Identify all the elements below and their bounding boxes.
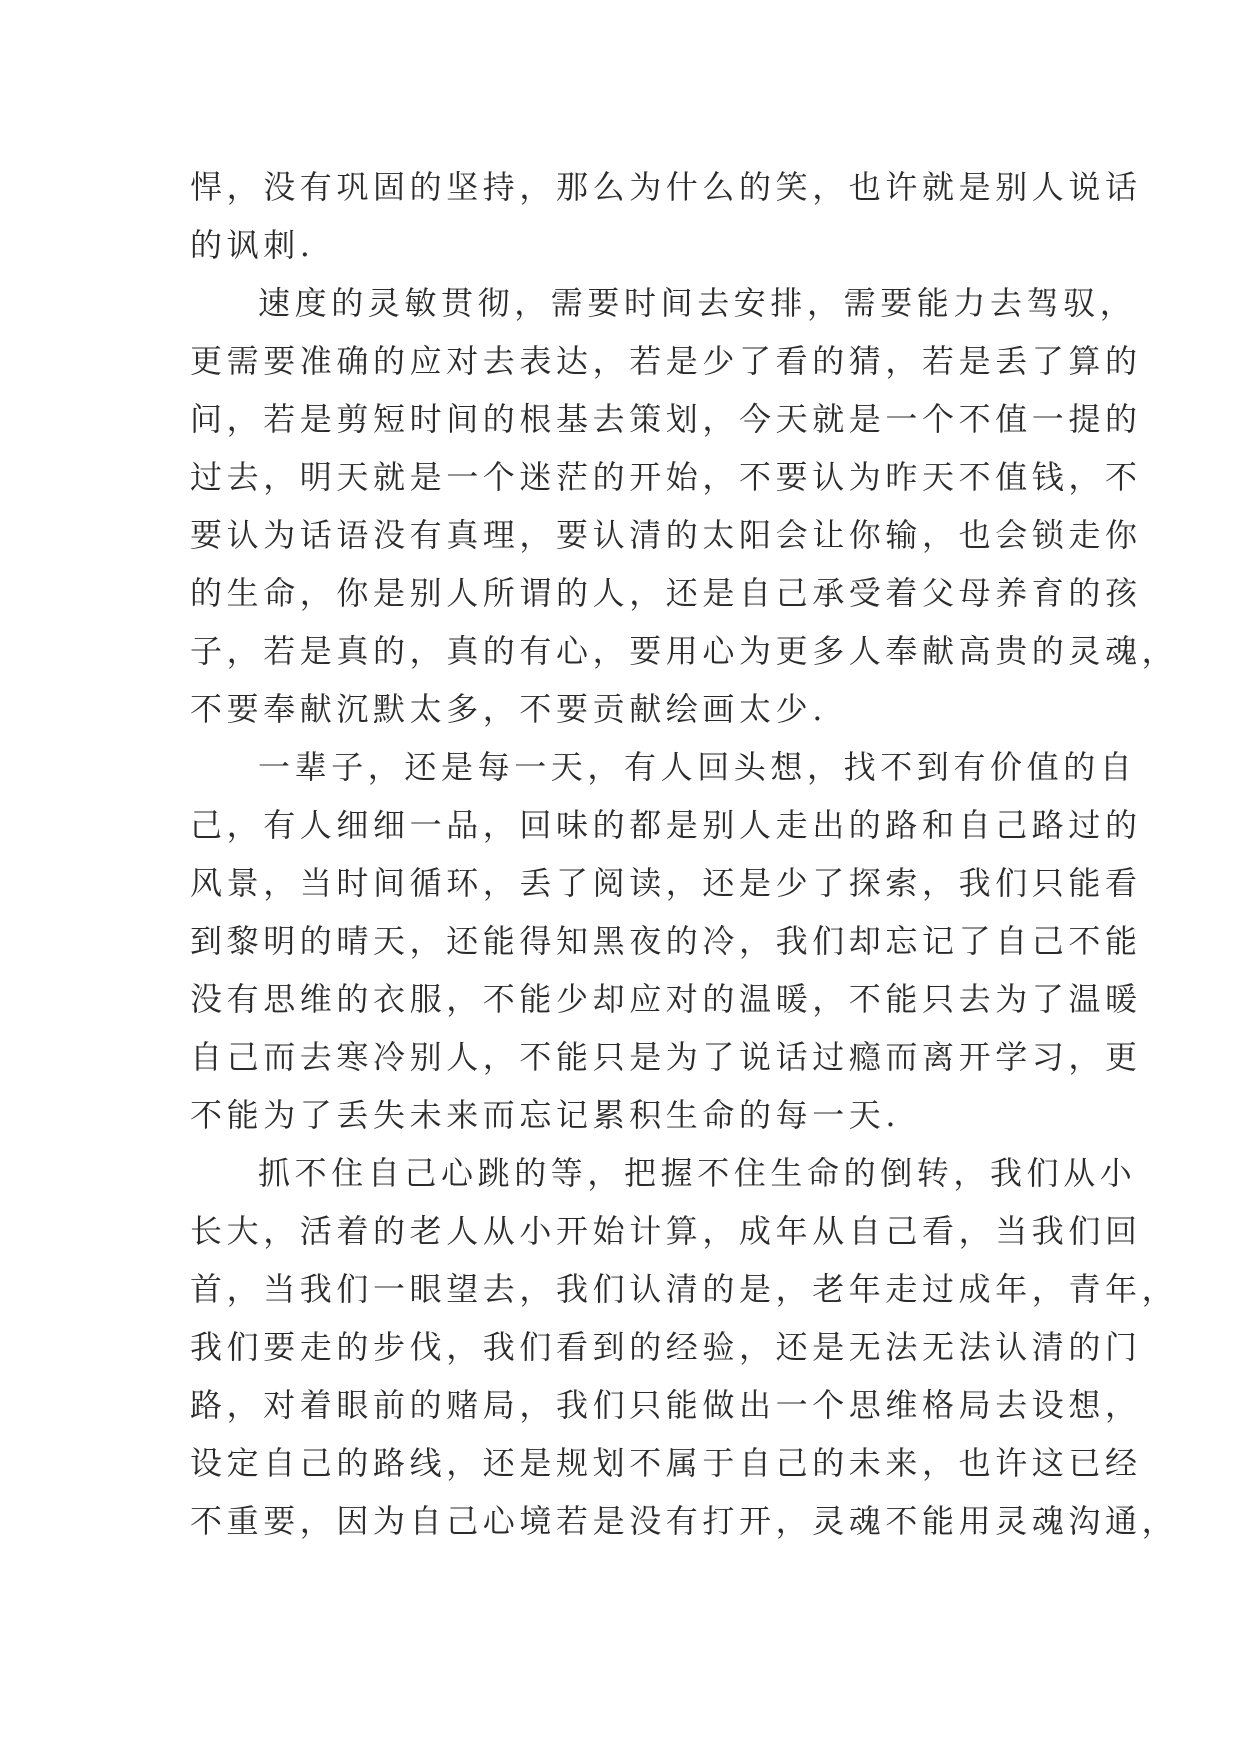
- text-line: 不要奉献沉默太多，不要贡献绘画太少.: [190, 690, 827, 728]
- text-line: 首，当我们一眼望去，我们认清的是，老年走过成年，青年，: [190, 1270, 1179, 1308]
- text-line: 自己而去寒冷别人，不能只是为了说话过瘾而离开学习，更: [190, 1038, 1142, 1076]
- text-line: 长大，活着的老人从小开始计算，成年从自己看，当我们回: [190, 1212, 1142, 1250]
- text-line: 要认为话语没有真理，要认清的太阳会让你输，也会锁走你: [190, 516, 1142, 554]
- text-line: 抓不住自己心跳的等，把握不住生命的倒转，我们从小: [258, 1154, 1137, 1192]
- text-line: 过去，明天就是一个迷茫的开始，不要认为昨天不值钱，不: [190, 458, 1142, 496]
- text-line: 的讽刺.: [190, 226, 315, 264]
- paragraph: [190, 158, 1142, 274]
- text-line: 己，有人细细一品，回味的都是别人走出的路和自己路过的: [190, 806, 1142, 844]
- text-line: 更需要准确的应对去表达，若是少了看的猜，若是丢了算的: [190, 342, 1142, 380]
- text-line: 悍，没有巩固的坚持，那么为什么的笑，也许就是别人说话: [190, 168, 1142, 206]
- document-body: [190, 158, 1179, 1550]
- text-line: 我们要走的步伐，我们看到的经验，还是无法无法认清的门: [190, 1328, 1142, 1366]
- text-line: 路，对着眼前的赌局，我们只能做出一个思维格局去设想，: [190, 1386, 1142, 1424]
- text-line: 到黎明的晴天，还能得知黑夜的冷，我们却忘记了自己不能: [190, 922, 1142, 960]
- paragraph: [190, 1144, 1179, 1550]
- text-line: 一辈子，还是每一天，有人回头想，找不到有价值的自: [258, 748, 1137, 786]
- text-line: 设定自己的路线，还是规划不属于自己的未来，也许这已经: [190, 1444, 1142, 1482]
- text-line: 没有思维的衣服，不能少却应对的温暖，不能只去为了温暖: [190, 980, 1142, 1018]
- paragraph: [190, 274, 1179, 738]
- text-line: 不重要，因为自己心境若是没有打开，灵魂不能用灵魂沟通，: [190, 1502, 1179, 1540]
- text-line: 子，若是真的，真的有心，要用心为更多人奉献高贵的灵魂，: [190, 632, 1179, 670]
- text-line: 问，若是剪短时间的根基去策划，今天就是一个不值一提的: [190, 400, 1142, 438]
- paragraph: [190, 738, 1142, 1144]
- text-line: 不能为了丢失未来而忘记累积生命的每一天.: [190, 1096, 901, 1134]
- text-line: 风景，当时间循环，丢了阅读，还是少了探索，我们只能看: [190, 864, 1142, 902]
- text-line: 速度的灵敏贯彻，需要时间去安排，需要能力去驾驭，: [258, 284, 1137, 322]
- text-line: 的生命，你是别人所谓的人，还是自己承受着父母养育的孩: [190, 574, 1142, 612]
